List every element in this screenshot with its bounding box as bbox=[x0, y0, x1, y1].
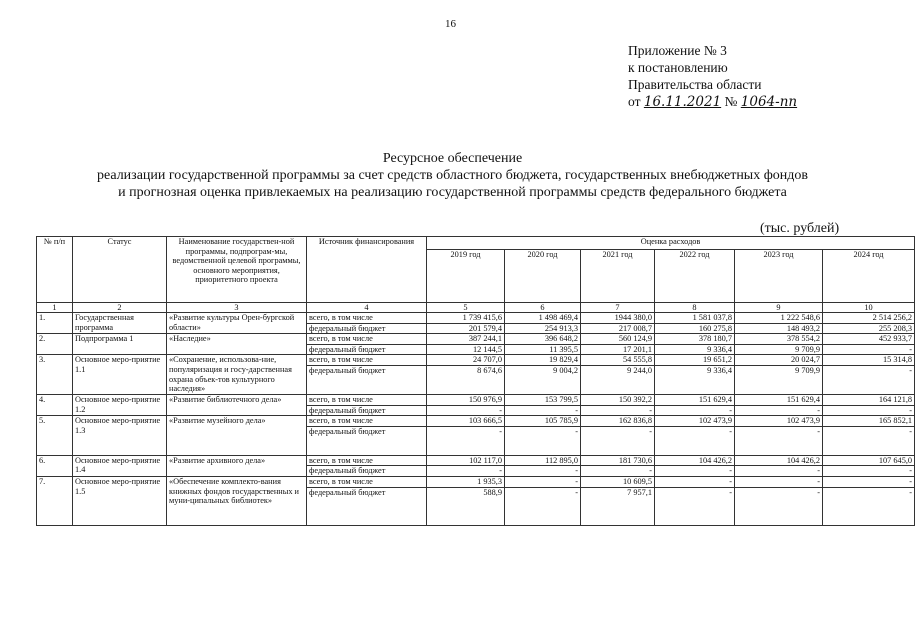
row-value: 162 836,8 bbox=[581, 416, 655, 427]
row-value: 1944 380,0 bbox=[581, 313, 655, 324]
row-value: 9 336,4 bbox=[655, 365, 735, 394]
table-row bbox=[37, 416, 915, 427]
row-value: - bbox=[735, 426, 823, 455]
row-source: федеральный бюджет bbox=[307, 466, 427, 477]
table-body bbox=[37, 313, 915, 526]
row-value: 151 629,4 bbox=[655, 394, 735, 405]
row-value: - bbox=[427, 466, 505, 477]
column-number: 4 bbox=[307, 303, 427, 313]
column-number: 7 bbox=[581, 303, 655, 313]
row-number: 3. bbox=[37, 355, 73, 395]
row-number: 2. bbox=[37, 334, 73, 355]
appendix-line-2: к постановлению bbox=[628, 60, 728, 75]
row-source: федеральный бюджет bbox=[307, 487, 427, 525]
row-value: 24 707,0 bbox=[427, 355, 505, 366]
row-value: 160 275,8 bbox=[655, 323, 735, 334]
row-value: - bbox=[655, 405, 735, 416]
column-number: 6 bbox=[505, 303, 581, 313]
row-source: федеральный бюджет bbox=[307, 323, 427, 334]
appendix-line-1: Приложение № 3 bbox=[628, 43, 727, 58]
row-value: 17 201,1 bbox=[581, 344, 655, 355]
row-value: - bbox=[505, 466, 581, 477]
table-row bbox=[37, 355, 915, 366]
header-year: 2022 год bbox=[655, 250, 735, 303]
row-value: 1 935,3 bbox=[427, 476, 505, 487]
column-number: 3 bbox=[167, 303, 307, 313]
row-source: всего, в том числе bbox=[307, 355, 427, 366]
row-source: федеральный бюджет bbox=[307, 365, 427, 394]
row-source: всего, в том числе bbox=[307, 394, 427, 405]
row-name: «Обеспечение комплекто-вания книжных фондов государственных и муни-ципальных библиотек» bbox=[167, 476, 307, 525]
row-value: - bbox=[823, 466, 915, 477]
row-value: - bbox=[655, 426, 735, 455]
title-line-3: и прогнозная оценка привлекаемых на реализацию государственной программы средств федерального бюджета bbox=[118, 185, 787, 200]
row-value: - bbox=[735, 405, 823, 416]
row-value: 165 852,1 bbox=[823, 416, 915, 427]
row-value: 150 392,2 bbox=[581, 394, 655, 405]
row-value: 150 976,9 bbox=[427, 394, 505, 405]
row-value: 102 473,9 bbox=[735, 416, 823, 427]
row-value: 181 730,6 bbox=[581, 455, 655, 466]
header-num: № п/п bbox=[37, 237, 73, 303]
row-status: Основное меро-приятие 1.2 bbox=[73, 394, 167, 415]
header-estimate: Оценка расходов bbox=[427, 237, 915, 250]
header-year: 2019 год bbox=[427, 250, 505, 303]
column-number: 5 bbox=[427, 303, 505, 313]
row-value: 8 674,6 bbox=[427, 365, 505, 394]
header-year: 2023 год bbox=[735, 250, 823, 303]
row-value: - bbox=[505, 487, 581, 525]
title-line-2: реализации государственной программы за счет средств областного бюджета, государственных внебюджетных фондов bbox=[96, 168, 809, 183]
row-value: 1 581 037,8 bbox=[655, 313, 735, 324]
row-number: 7. bbox=[37, 476, 73, 525]
row-value: 20 024,7 bbox=[735, 355, 823, 366]
date-prefix: от bbox=[628, 94, 641, 109]
row-source: федеральный бюджет bbox=[307, 344, 427, 355]
row-value: 10 609,5 bbox=[581, 476, 655, 487]
row-name: «Наследие» bbox=[167, 334, 307, 355]
row-value: 378 180,7 bbox=[655, 334, 735, 345]
row-value: 164 121,8 bbox=[823, 394, 915, 405]
row-value: 9 336,4 bbox=[655, 344, 735, 355]
document-title bbox=[0, 150, 905, 201]
row-value: - bbox=[823, 344, 915, 355]
number-prefix: № bbox=[724, 94, 738, 109]
row-value: - bbox=[505, 426, 581, 455]
row-value: - bbox=[735, 476, 823, 487]
row-value: 7 957,1 bbox=[581, 487, 655, 525]
row-number: 4. bbox=[37, 394, 73, 415]
row-value: 15 314,8 bbox=[823, 355, 915, 366]
row-value: 104 426,2 bbox=[655, 455, 735, 466]
column-number: 9 bbox=[735, 303, 823, 313]
row-value: 254 913,3 bbox=[505, 323, 581, 334]
column-number: 8 bbox=[655, 303, 735, 313]
header-status: Статус bbox=[73, 237, 167, 303]
row-value: - bbox=[427, 426, 505, 455]
row-status: Государственная программа bbox=[73, 313, 167, 334]
row-number: 1. bbox=[37, 313, 73, 334]
row-value: - bbox=[735, 466, 823, 477]
table-row bbox=[37, 394, 915, 405]
row-value: 11 395,5 bbox=[505, 344, 581, 355]
header-source: Источник финансирования bbox=[307, 237, 427, 303]
title-line-1: Ресурсное обеспечение bbox=[382, 151, 523, 166]
row-name: «Развитие музейного дела» bbox=[167, 416, 307, 456]
row-source: всего, в том числе bbox=[307, 416, 427, 427]
row-value: - bbox=[655, 466, 735, 477]
row-value: - bbox=[581, 466, 655, 477]
row-value: 104 426,2 bbox=[735, 455, 823, 466]
row-value: - bbox=[427, 405, 505, 416]
row-value: 2 514 256,2 bbox=[823, 313, 915, 324]
table-row bbox=[37, 476, 915, 487]
row-value: - bbox=[735, 487, 823, 525]
resources-table bbox=[36, 236, 915, 526]
row-source: федеральный бюджет bbox=[307, 405, 427, 416]
row-value: - bbox=[655, 487, 735, 525]
row-value: 378 554,2 bbox=[735, 334, 823, 345]
row-status: Основное меро-приятие 1.5 bbox=[73, 476, 167, 525]
row-source: всего, в том числе bbox=[307, 476, 427, 487]
row-value: 12 144,5 bbox=[427, 344, 505, 355]
row-name: «Развитие библиотечного дела» bbox=[167, 394, 307, 415]
row-value: - bbox=[505, 405, 581, 416]
row-name: «Развитие культуры Орен-бургской области» bbox=[167, 313, 307, 334]
row-value: 148 493,2 bbox=[735, 323, 823, 334]
row-value: - bbox=[823, 405, 915, 416]
row-value: - bbox=[823, 476, 915, 487]
row-value: 54 555,8 bbox=[581, 355, 655, 366]
row-value: 217 008,7 bbox=[581, 323, 655, 334]
row-value: 151 629,4 bbox=[735, 394, 823, 405]
row-value: 19 829,4 bbox=[505, 355, 581, 366]
handwritten-number: 1064-пп bbox=[740, 94, 798, 110]
row-value: 112 895,0 bbox=[505, 455, 581, 466]
row-status: Основное меро-приятие 1.3 bbox=[73, 416, 167, 456]
table-row bbox=[37, 455, 915, 466]
row-status: Основное меро-приятие 1.4 bbox=[73, 455, 167, 476]
row-value: - bbox=[823, 365, 915, 394]
handwritten-date: 16.11.2021 bbox=[643, 94, 722, 110]
row-value: 1 498 469,4 bbox=[505, 313, 581, 324]
page-number: 16 bbox=[445, 18, 456, 30]
row-status: Основное меро-приятие 1.1 bbox=[73, 355, 167, 395]
row-value: - bbox=[823, 487, 915, 525]
row-value: 107 645,0 bbox=[823, 455, 915, 466]
header-year: 2024 год bbox=[823, 250, 915, 303]
row-value: 201 579,4 bbox=[427, 323, 505, 334]
row-source: всего, в том числе bbox=[307, 313, 427, 324]
table-row bbox=[37, 313, 915, 324]
appendix-line-3: Правительства области bbox=[628, 77, 762, 92]
row-value: 9 709,9 bbox=[735, 365, 823, 394]
row-value: - bbox=[655, 476, 735, 487]
row-value: 9 709,9 bbox=[735, 344, 823, 355]
row-value: 387 244,1 bbox=[427, 334, 505, 345]
row-value: 103 666,5 bbox=[427, 416, 505, 427]
unit-label: (тыс. рублей) bbox=[760, 221, 840, 236]
row-number: 6. bbox=[37, 455, 73, 476]
row-number: 5. bbox=[37, 416, 73, 456]
appendix-date-line bbox=[628, 93, 797, 111]
row-value: 1 739 415,6 bbox=[427, 313, 505, 324]
row-value: - bbox=[823, 426, 915, 455]
row-value: 9 004,2 bbox=[505, 365, 581, 394]
header-year: 2021 год bbox=[581, 250, 655, 303]
row-value: 105 785,9 bbox=[505, 416, 581, 427]
row-status: Подпрограмма 1 bbox=[73, 334, 167, 355]
row-value: - bbox=[581, 405, 655, 416]
row-name: «Развитие архивного дела» bbox=[167, 455, 307, 476]
row-source: федеральный бюджет bbox=[307, 426, 427, 455]
row-value: 396 648,2 bbox=[505, 334, 581, 345]
row-value: 19 651,2 bbox=[655, 355, 735, 366]
row-value: 452 933,7 bbox=[823, 334, 915, 345]
row-value: 102 473,9 bbox=[655, 416, 735, 427]
row-source: всего, в том числе bbox=[307, 455, 427, 466]
row-name: «Сохранение, использова-ние, популяризация и госу-дарственная охрана объек-тов культурного наследия» bbox=[167, 355, 307, 395]
column-number: 1 bbox=[37, 303, 73, 313]
row-value: 588,9 bbox=[427, 487, 505, 525]
row-value: 9 244,0 bbox=[581, 365, 655, 394]
table-row bbox=[37, 334, 915, 345]
column-number: 10 bbox=[823, 303, 915, 313]
row-value: 255 208,3 bbox=[823, 323, 915, 334]
header-name: Наименование государствен-ной программы, подпрограм-мы, ведомственной целевой программы, основного мероприятия, приоритетного проекта bbox=[167, 237, 307, 303]
column-number: 2 bbox=[73, 303, 167, 313]
row-value: - bbox=[581, 426, 655, 455]
row-value: - bbox=[505, 476, 581, 487]
appendix-block bbox=[628, 42, 797, 111]
header-year: 2020 год bbox=[505, 250, 581, 303]
row-value: 560 124,9 bbox=[581, 334, 655, 345]
row-value: 153 799,5 bbox=[505, 394, 581, 405]
column-numbers-row bbox=[37, 303, 915, 313]
row-value: 1 222 548,6 bbox=[735, 313, 823, 324]
row-value: 102 117,0 bbox=[427, 455, 505, 466]
row-source: всего, в том числе bbox=[307, 334, 427, 345]
